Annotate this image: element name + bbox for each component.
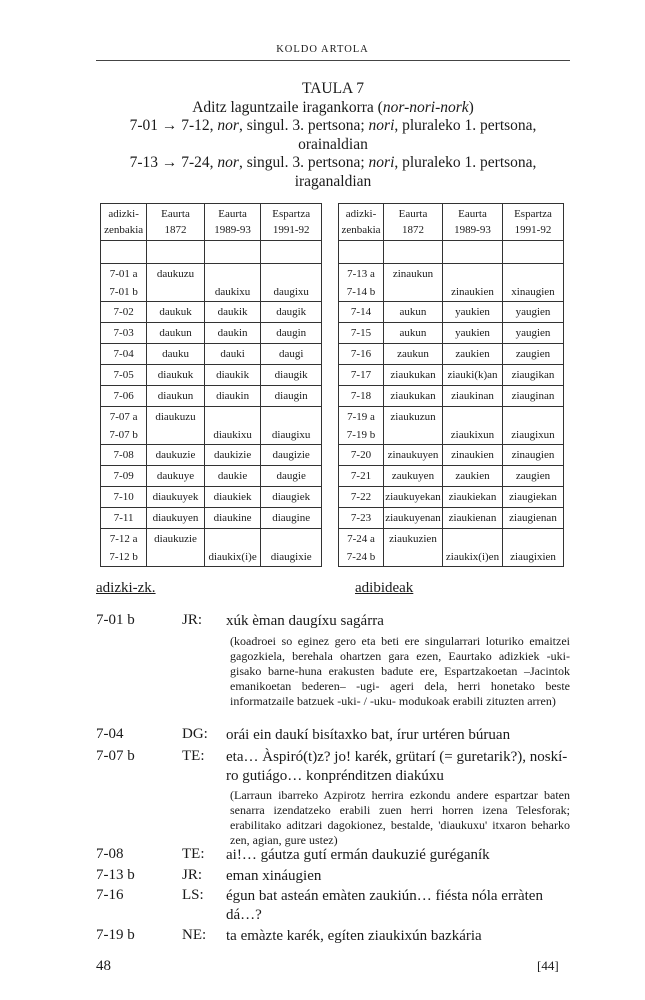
form-cell-eaurta-1872: ziaukukan bbox=[384, 365, 443, 386]
form-cell-eaurta-1872: daukuzie bbox=[147, 445, 205, 466]
table-row bbox=[101, 407, 322, 445]
form-cell-eaurta-1872: zaukun bbox=[384, 344, 443, 365]
form-number-cell: 7-18 bbox=[339, 386, 384, 407]
form-cell-eaurta-1989: daukik bbox=[204, 302, 261, 323]
form-cell-espartza: daugizie bbox=[261, 445, 322, 466]
table-row bbox=[101, 466, 322, 487]
example-code: 7-19 b bbox=[96, 927, 135, 943]
form-number-cell: 7-22 bbox=[339, 487, 384, 508]
form-cell-espartza: diaugiek bbox=[261, 487, 322, 508]
form-cell-eaurta-1989: ziaukixun bbox=[443, 407, 503, 445]
table-row bbox=[101, 529, 322, 567]
left-table-body bbox=[101, 264, 322, 567]
table-row bbox=[101, 386, 322, 407]
form-cell-eaurta-1872: zaukuyen bbox=[384, 466, 443, 487]
form-cell-espartza: ziaugixun bbox=[503, 407, 564, 445]
table-row bbox=[339, 365, 564, 386]
header-cell-eaurta-1872: Eaurta 1872 bbox=[147, 204, 205, 241]
form-cell-espartza: zaugien bbox=[503, 466, 564, 487]
form-number-cell: 7-16 bbox=[339, 344, 384, 365]
header-cell-number: adizki- zenbakia bbox=[339, 204, 384, 241]
form-cell-eaurta-1989: zaukien bbox=[443, 466, 503, 487]
form-cell-eaurta-1989: ziauki(k)an bbox=[443, 365, 503, 386]
form-cell-eaurta-1872: diaukuyek bbox=[147, 487, 205, 508]
form-cell-eaurta-1872: diaukuyen bbox=[147, 508, 205, 529]
right-table-body bbox=[339, 264, 564, 567]
form-number-cell: 7-10 bbox=[101, 487, 147, 508]
form-cell-eaurta-1872: daukuk bbox=[147, 302, 205, 323]
form-number-cell: 7-04 bbox=[101, 344, 147, 365]
example-code: 7-01 b bbox=[96, 612, 135, 628]
form-cell-eaurta-1872: diaukuk bbox=[147, 365, 205, 386]
form-cell-espartza: daugik bbox=[261, 302, 322, 323]
right-conjugation-table bbox=[338, 203, 564, 567]
blank-row bbox=[339, 241, 564, 264]
form-cell-espartza: daugin bbox=[261, 323, 322, 344]
table-row bbox=[101, 302, 322, 323]
form-cell-eaurta-1989: diaukix(i)e bbox=[204, 529, 261, 567]
form-cell-eaurta-1872: ziaukuyenan bbox=[384, 508, 443, 529]
form-number-cell: 7-23 bbox=[339, 508, 384, 529]
form-cell-eaurta-1989: diaukixu bbox=[204, 407, 261, 445]
form-cell-eaurta-1989: daukizie bbox=[204, 445, 261, 466]
form-cell-eaurta-1872: daukun bbox=[147, 323, 205, 344]
form-cell-espartza: daugie bbox=[261, 466, 322, 487]
form-cell-espartza: ziaugiekan bbox=[503, 487, 564, 508]
form-cell-eaurta-1872: ziaukuzien bbox=[384, 529, 443, 567]
example-speaker: JR: bbox=[182, 612, 203, 628]
form-number-cell: 7-20 bbox=[339, 445, 384, 466]
form-cell-espartza: ziauginan bbox=[503, 386, 564, 407]
form-number-cell: 7-05 bbox=[101, 365, 147, 386]
form-cell-espartza: ziaugikan bbox=[503, 365, 564, 386]
caption-line-5: iraganaldian bbox=[294, 172, 372, 190]
header-cell-eaurta-1989: Eaurta 1989-93 bbox=[204, 204, 261, 241]
header-cell-espartza: Espartza 1991-92 bbox=[503, 204, 564, 241]
example-speaker: TE: bbox=[182, 748, 205, 764]
form-number-cell: 7-21 bbox=[339, 466, 384, 487]
form-number-cell: 7-07 a 7-07 b bbox=[101, 407, 147, 445]
example-text: égun bat asteán emàten zaukiún… fiésta nóla erràten dá…? bbox=[226, 888, 543, 923]
form-number-cell: 7-03 bbox=[101, 323, 147, 344]
form-cell-eaurta-1989: zaukien bbox=[443, 344, 503, 365]
form-cell-eaurta-1872: zinaukun bbox=[384, 264, 443, 302]
form-cell-espartza: zaugien bbox=[503, 344, 564, 365]
table-row bbox=[101, 264, 322, 302]
table-row bbox=[339, 508, 564, 529]
table-row bbox=[339, 487, 564, 508]
table-row bbox=[339, 264, 564, 302]
example-note: (Larraun ibarreko Azpirotz herrira ezkondu andere espartzar baten senarra izendatzeko erabili zuen herri horren izena Telesforak; erabilitako aditzari dagokionez, bestalde, 'diaukuxu' itxaron beharko zen, agian, gure ustez) bbox=[230, 788, 570, 847]
example-speaker: JR: bbox=[182, 867, 203, 883]
form-cell-espartza: daugixu bbox=[261, 264, 322, 302]
form-cell-eaurta-1989: diaukik bbox=[204, 365, 261, 386]
form-cell-espartza: ziaugienan bbox=[503, 508, 564, 529]
table-row bbox=[339, 466, 564, 487]
form-cell-eaurta-1989: ziaukix(i)en bbox=[443, 529, 503, 567]
header-cell-eaurta-1989: Eaurta 1989-93 bbox=[443, 204, 503, 241]
form-cell-espartza: diaugixie bbox=[261, 529, 322, 567]
table-row bbox=[339, 529, 564, 567]
table-row bbox=[101, 323, 322, 344]
page-reference: [44] bbox=[537, 958, 559, 973]
table-row bbox=[339, 445, 564, 466]
form-cell-espartza: diaugixu bbox=[261, 407, 322, 445]
caption-line-2: 7-01 → 7-12, nor, singul. 3. pertsona; nori, pluraleko 1. pertsona, bbox=[129, 117, 537, 134]
table-caption bbox=[96, 80, 570, 191]
form-cell-espartza: diaugine bbox=[261, 508, 322, 529]
table-header-row bbox=[101, 204, 322, 241]
form-cell-eaurta-1989: ziaukienan bbox=[443, 508, 503, 529]
caption-line-3: orainaldian bbox=[298, 135, 368, 153]
example-speaker: LS: bbox=[182, 887, 204, 903]
form-cell-eaurta-1989: daukixu bbox=[204, 264, 261, 302]
table-row bbox=[339, 323, 564, 344]
form-cell-eaurta-1872: aukun bbox=[384, 302, 443, 323]
form-cell-espartza: daugi bbox=[261, 344, 322, 365]
example-code: 7-08 bbox=[96, 846, 124, 862]
form-cell-eaurta-1872: diaukuzie bbox=[147, 529, 205, 567]
example-speaker: NE: bbox=[182, 927, 207, 943]
header-rule bbox=[96, 60, 570, 61]
form-cell-eaurta-1989: zinaukien bbox=[443, 445, 503, 466]
example-code: 7-13 b bbox=[96, 867, 135, 883]
form-cell-eaurta-1872: diaukun bbox=[147, 386, 205, 407]
table-row bbox=[101, 365, 322, 386]
form-cell-espartza: yaugien bbox=[503, 302, 564, 323]
form-number-cell: 7-19 a 7-19 b bbox=[339, 407, 384, 445]
header-cell-number: adizki- zenbakia bbox=[101, 204, 147, 241]
section-head-examples: adibideak bbox=[355, 580, 414, 596]
form-number-cell: 7-15 bbox=[339, 323, 384, 344]
form-number-cell: 7-13 a 7-14 b bbox=[339, 264, 384, 302]
form-number-cell: 7-06 bbox=[101, 386, 147, 407]
section-head-forms: adizki-zk. bbox=[96, 580, 156, 596]
table-row bbox=[339, 386, 564, 407]
left-conjugation-table bbox=[100, 203, 322, 567]
example-code: 7-04 bbox=[96, 726, 124, 742]
form-cell-eaurta-1872: diaukuzu bbox=[147, 407, 205, 445]
form-cell-espartza: zinaugien bbox=[503, 445, 564, 466]
table-row bbox=[339, 344, 564, 365]
example-text: eman xináugien bbox=[226, 868, 322, 884]
form-number-cell: 7-14 bbox=[339, 302, 384, 323]
table-row bbox=[101, 508, 322, 529]
form-cell-espartza: xinaugien bbox=[503, 264, 564, 302]
form-cell-eaurta-1989: daukie bbox=[204, 466, 261, 487]
form-cell-espartza: yaugien bbox=[503, 323, 564, 344]
form-cell-eaurta-1872: ziaukuyekan bbox=[384, 487, 443, 508]
form-cell-espartza: ziaugixien bbox=[503, 529, 564, 567]
form-cell-eaurta-1872: dauku bbox=[147, 344, 205, 365]
form-cell-eaurta-1872: ziaukukan bbox=[384, 386, 443, 407]
form-cell-eaurta-1989: yaukien bbox=[443, 323, 503, 344]
form-cell-eaurta-1989: yaukien bbox=[443, 302, 503, 323]
example-note: (koadroei so eginez gero eta beti ere singularrari loturiko emaitzei gagozkiela, berehala ohartzen gara ezen, Eaurtako adizkiek -uki- gisako barne-huna erakusten badute ere, Espartzakoetan –Jacintok emanikoetan bederen– -ugi- ageri dela, herri honetako beste informatzaile batzuek -uki- / -uku- modukoak erabili zituzten arren) bbox=[230, 634, 570, 708]
page-number: 48 bbox=[96, 958, 111, 974]
table-row bbox=[101, 344, 322, 365]
form-cell-eaurta-1872: zinaukuyen bbox=[384, 445, 443, 466]
form-cell-eaurta-1989: ziaukinan bbox=[443, 386, 503, 407]
form-cell-espartza: diaugik bbox=[261, 365, 322, 386]
form-cell-eaurta-1989: daukin bbox=[204, 323, 261, 344]
caption-line-4: 7-13 → 7-24, nor, singul. 3. pertsona; nori, pluraleko 1. pertsona, bbox=[129, 154, 537, 171]
form-cell-eaurta-1872: aukun bbox=[384, 323, 443, 344]
table-row bbox=[339, 407, 564, 445]
form-cell-eaurta-1989: dauki bbox=[204, 344, 261, 365]
example-text: orái ein daukí bisítaxko bat, írur urtéren búruan bbox=[226, 727, 511, 743]
running-head: KOLDO ARTOLA bbox=[276, 44, 369, 55]
example-speaker: DG: bbox=[182, 726, 208, 742]
table-row bbox=[101, 445, 322, 466]
form-number-cell: 7-02 bbox=[101, 302, 147, 323]
header-cell-eaurta-1872: Eaurta 1872 bbox=[384, 204, 443, 241]
example-code: 7-16 bbox=[96, 887, 124, 903]
form-cell-eaurta-1872: daukuye bbox=[147, 466, 205, 487]
example-code: 7-07 b bbox=[96, 748, 135, 764]
example-text: ta emàzte karék, egíten ziaukixún bazkária bbox=[226, 928, 482, 944]
caption-line-1: Aditz laguntzaile iragankorra (nor-nori-nork) bbox=[192, 98, 474, 116]
form-cell-eaurta-1872: ziaukuzun bbox=[384, 407, 443, 445]
form-cell-eaurta-1989: diaukin bbox=[204, 386, 261, 407]
form-number-cell: 7-01 a 7-01 b bbox=[101, 264, 147, 302]
example-text: xúk èman daugíxu sagárra bbox=[226, 613, 384, 629]
example-text: ai!… gáutza gutí ermán daukuzié guréganík bbox=[226, 847, 490, 863]
form-cell-eaurta-1989: zinaukien bbox=[443, 264, 503, 302]
form-cell-eaurta-1989: diaukiek bbox=[204, 487, 261, 508]
table-header-row bbox=[339, 204, 564, 241]
form-number-cell: 7-17 bbox=[339, 365, 384, 386]
form-number-cell: 7-24 a 7-24 b bbox=[339, 529, 384, 567]
form-cell-espartza: diaugin bbox=[261, 386, 322, 407]
caption-title: TAULA 7 bbox=[301, 80, 365, 97]
example-speaker: TE: bbox=[182, 846, 205, 862]
form-cell-eaurta-1872: daukuzu bbox=[147, 264, 205, 302]
form-number-cell: 7-11 bbox=[101, 508, 147, 529]
example-text: eta… Àspiró(t)z? jo! karék, grütarí (= guretarik?), noskí-ro gutiágo… konprénditzen diakúxu bbox=[226, 749, 568, 784]
header-cell-espartza: Espartza 1991-92 bbox=[261, 204, 322, 241]
form-number-cell: 7-12 a 7-12 b bbox=[101, 529, 147, 567]
form-cell-eaurta-1989: diaukine bbox=[204, 508, 261, 529]
form-number-cell: 7-08 bbox=[101, 445, 147, 466]
form-cell-eaurta-1989: ziaukiekan bbox=[443, 487, 503, 508]
form-number-cell: 7-09 bbox=[101, 466, 147, 487]
blank-row bbox=[101, 241, 322, 264]
table-row bbox=[101, 487, 322, 508]
table-row bbox=[339, 302, 564, 323]
